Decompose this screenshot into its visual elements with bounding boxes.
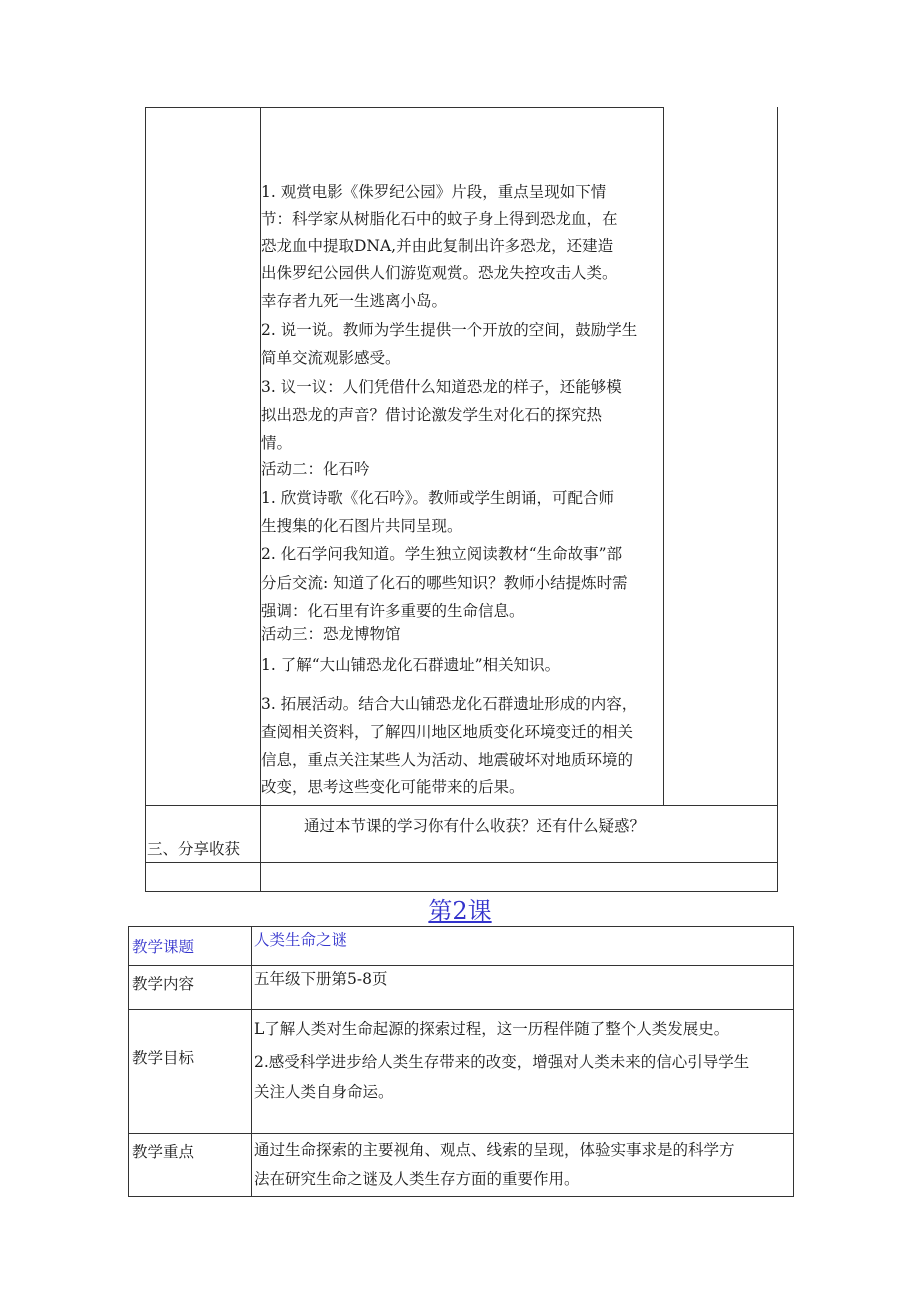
- lesson-col-divider: [251, 926, 252, 1197]
- activity-line: 2. 化石学问我知道。学生独立阅读教材“生命故事”部: [261, 545, 623, 563]
- lesson-table-top-border: [128, 926, 794, 927]
- activity-line: 幸存者九死一生逃离小岛。: [261, 292, 448, 310]
- lesson-row-divider-1: [128, 965, 794, 966]
- top-table-right-border: [777, 107, 778, 892]
- focus-label: 教学重点: [132, 1143, 195, 1161]
- goals-line: 关注人类自身命运。: [254, 1083, 394, 1101]
- activity-line: 活动三：恐龙博物馆: [261, 625, 401, 643]
- top-table-left-border: [145, 107, 146, 892]
- inner-box-right-border: [663, 107, 664, 805]
- activity-line: 简单交流观影感受。: [261, 349, 401, 367]
- activity-line: 查阅相关资料，了解四川地区地质变化环境变迁的相关: [261, 723, 634, 741]
- top-table-top-border: [145, 107, 261, 108]
- lesson-title: 第2课: [428, 897, 492, 925]
- activity-line: 分后交流: 知道了化石的哪些知识？教师小结提炼时需: [261, 574, 628, 592]
- activity-line: 活动二：化石吟: [261, 460, 370, 478]
- activity-line: 出侏罗纪公园供人们游览观赏。恐龙失控攻击人类。: [261, 264, 618, 282]
- goals-line: 2.感受科学进步给人类生存带来的改变，增强对人类未来的信心引导学生: [254, 1053, 750, 1071]
- top-table-bottom-border: [145, 891, 778, 892]
- goals-label: 教学目标: [132, 1049, 195, 1067]
- row-divider-activities: [145, 805, 778, 806]
- activity-line: 生搜集的化石图片共同呈现。: [261, 517, 463, 535]
- activity-line: 情。: [261, 434, 293, 452]
- goals-line: L了解人类对生命起源的探索过程，这一历程伴随了整个人类发展史。: [254, 1020, 730, 1038]
- activity-line: 拟出恐龙的声音？借讨论激发学生对化石的探究热: [261, 406, 603, 424]
- share-label: 三、分享收获: [147, 840, 241, 858]
- focus-line: 法在研究生命之谜及人类生存方面的重要作用。: [254, 1170, 580, 1188]
- activity-line: 节：科学家从树脂化石中的蚊子身上得到恐龙血，在: [261, 210, 618, 228]
- activity-line: 3. 议一议：人们凭借什么知道恐龙的样子，还能够模: [261, 378, 622, 396]
- activity-line: 3. 拓展活动。结合大山铺恐龙化石群遗址形成的内容，: [261, 695, 638, 713]
- activity-line: 1. 了解“大山铺恐龙化石群遗址”相关知识。: [261, 656, 561, 674]
- share-question: 通过本节课的学习你有什么收获？还有什么疑惑？: [304, 817, 646, 835]
- content-value: 五年级下册第5-8页: [254, 970, 388, 988]
- activity-line: 恐龙血中提取DNA,并由此复制出许多恐龙，还建造: [261, 237, 614, 255]
- lesson-table-left-border: [128, 926, 129, 1197]
- lesson-table-right-border: [793, 926, 794, 1197]
- activity-line: 信息，重点关注某些人为活动、地震破坏对地质环境的: [261, 751, 634, 769]
- lesson-table-bottom-border: [128, 1196, 794, 1197]
- inner-box-top-border: [260, 107, 664, 108]
- activity-line: 改变，思考这些变化可能带来的后果。: [261, 778, 525, 796]
- activity-line: 1. 欣赏诗歌《化石吟》。教师或学生朗诵，可配合师: [261, 489, 614, 507]
- lesson-row-divider-2: [128, 1009, 794, 1010]
- topic-label: 教学课题: [132, 938, 195, 956]
- content-label: 教学内容: [132, 975, 195, 993]
- focus-line: 通过生命探索的主要视角、观点、线索的呈现，体验实事求是的科学方: [254, 1141, 735, 1159]
- activity-line: 1. 观赏电影《侏罗纪公园》片段，重点呈现如下情: [261, 183, 607, 201]
- activity-line: 强调：化石里有许多重要的生命信息。: [261, 602, 525, 620]
- topic-value: 人类生命之谜: [254, 931, 348, 949]
- activity-line: 2. 说一说。教师为学生提供一个开放的空间，鼓励学生: [261, 321, 638, 339]
